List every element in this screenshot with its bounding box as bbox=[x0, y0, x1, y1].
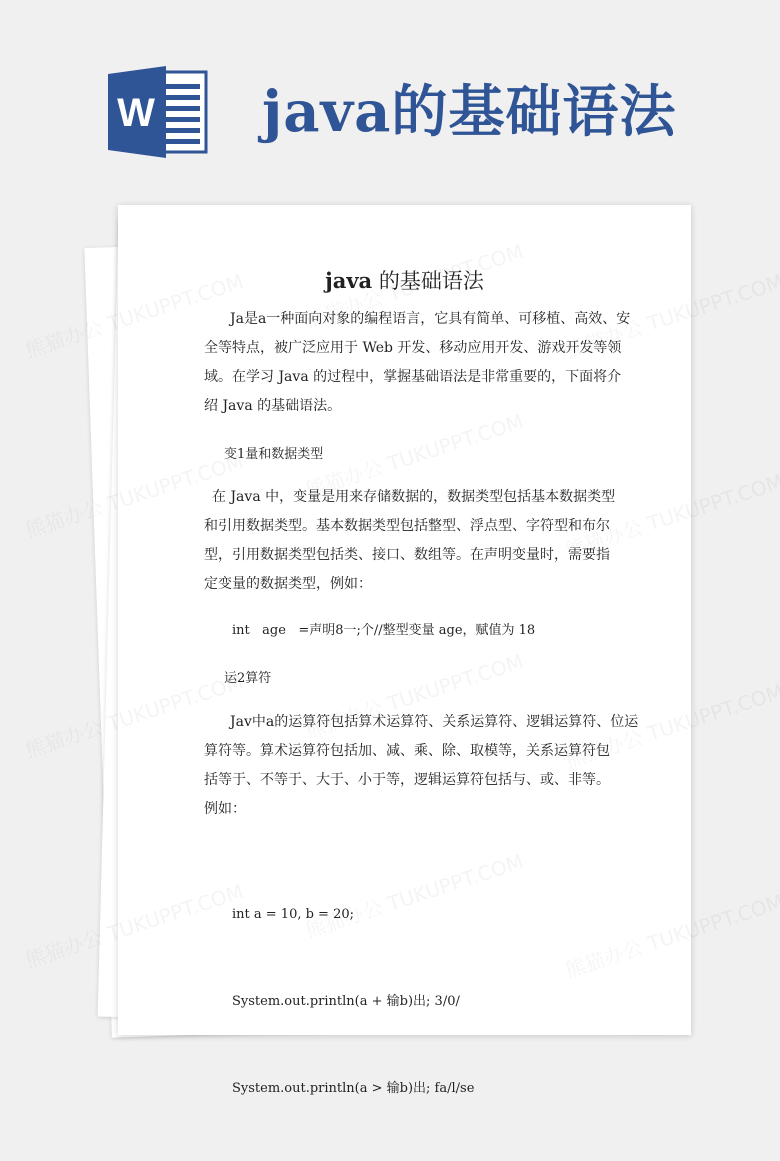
section2-line: 例如： bbox=[204, 801, 246, 817]
code-line: System.out.println(a > 输b)出; fa/l/se bbox=[232, 1081, 475, 1096]
banner-title: java的基础语法 bbox=[262, 79, 677, 145]
word-icon bbox=[108, 66, 210, 158]
section2-line: 算符等。算术运算符包括加、减、乘、除、取模等，关系运算符包 bbox=[204, 743, 610, 759]
section2-heading: 运2算符 bbox=[224, 671, 272, 686]
section1-heading: 变1量和数据类型 bbox=[224, 447, 324, 462]
document-page bbox=[118, 205, 691, 1096]
code-line: System.out.println(a + 输b)出; 3/0/ bbox=[232, 994, 460, 1009]
intro-line: 全等特点，被广泛应用于 Web 开发、移动应用开发、游戏开发等领 bbox=[204, 340, 622, 356]
code-line: int a = 10, b = 20; bbox=[232, 907, 355, 922]
section1-paragraph bbox=[204, 483, 616, 599]
section1-code: int age =声明8一;个//整型变量 age，赋值为 18 bbox=[232, 623, 536, 638]
section1-line: 定变量的数据类型，例如： bbox=[204, 576, 372, 592]
section2-line: Jav中a的运算符包括算术运算符、关系运算符、逻辑运算符、位运 bbox=[230, 714, 639, 730]
section1-line: 和引用数据类型。基本数据类型包括整型、浮点型、字符型和布尔 bbox=[204, 518, 610, 534]
title-latin: java bbox=[325, 268, 373, 293]
intro-line: 绍 Java 的基础语法。 bbox=[204, 398, 342, 414]
intro-paragraph bbox=[204, 305, 631, 421]
section1-line: 型，引用数据类型包括类、接口、数组等。在声明变量时，需要指 bbox=[204, 547, 610, 563]
intro-line: Ja是a一种面向对象的编程语言，它具有简单、可移植、高效、安 bbox=[230, 311, 631, 327]
logo-letter: W bbox=[117, 91, 155, 135]
intro-line: 域。在学习 Java 的过程中，掌握基础语法是非常重要的，下面将介 bbox=[204, 369, 622, 385]
title-cjk: 的基础语法 bbox=[378, 269, 484, 293]
section2-code bbox=[232, 842, 474, 1161]
document-title bbox=[118, 265, 691, 295]
section1-line: 在 Java 中，变量是用来存储数据的，数据类型包括基本数据类型 bbox=[212, 489, 616, 505]
section2-paragraph bbox=[204, 708, 639, 824]
section2-line: 括等于、不等于、大于、小于等，逻辑运算符包括与、或、非等。 bbox=[204, 772, 610, 788]
